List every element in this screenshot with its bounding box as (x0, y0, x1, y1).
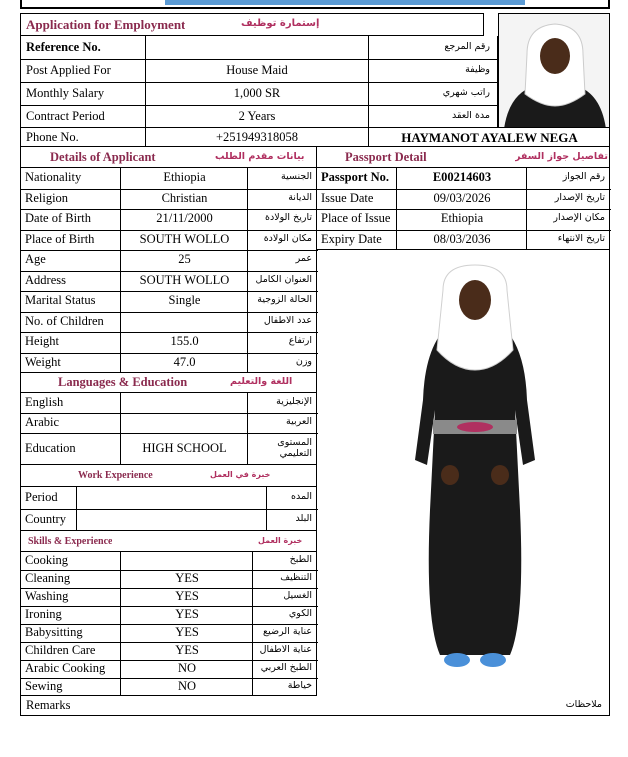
salary-value: 1,000 SR (233, 87, 281, 100)
passport-table (316, 168, 610, 250)
languages-label: Education (25, 442, 76, 455)
languages-title-arabic: اللغة والتعليم (230, 377, 293, 387)
contract-value: 2 Years (238, 110, 276, 123)
skills-value: NO (177, 662, 197, 675)
contract-label: Contract Period (26, 110, 105, 123)
passport-value: 08/03/2036 (433, 232, 491, 246)
details-label-arabic: الحالة الزوجية (257, 295, 312, 305)
salary-label-arabic: راتب شهري (442, 88, 490, 98)
skills-label: Sewing (25, 680, 63, 693)
details-label: Religion (25, 191, 69, 205)
details-value: Ethiopia (163, 171, 206, 184)
header-row (20, 13, 484, 36)
languages-label-arabic: المستوى التعليمي (277, 437, 312, 460)
contract-label-arabic: مدة العقد (452, 111, 490, 121)
details-label: Height (25, 335, 60, 348)
skills-label-arabic: الكوي (288, 609, 312, 619)
details-value: Single (168, 294, 201, 307)
details-label: No. of Children (25, 314, 104, 328)
remarks-label: Remarks (26, 699, 71, 712)
details-label-arabic: الجنسية (281, 172, 312, 182)
skills-value: YES (175, 608, 199, 621)
skills-value: YES (175, 626, 199, 639)
phone-value: +251949318058 (215, 131, 299, 144)
details-label: Nationality (25, 171, 82, 184)
passport-value: 09/03/2026 (433, 191, 491, 205)
details-value: 21/11/2000 (156, 212, 213, 225)
passport-label-arabic: مكان الإصدار (553, 213, 605, 223)
passport-title-arabic: تفاصيل جواز السفر (515, 152, 608, 162)
languages-label-arabic: الإنجليزية (276, 397, 312, 407)
details-value: 25 (178, 253, 191, 266)
passport-label: Place of Issue (321, 212, 391, 225)
languages-label-arabic: العربية (286, 417, 312, 427)
details-table (20, 168, 317, 373)
post-label: Post Applied For (26, 64, 111, 77)
details-label: Address (25, 273, 66, 287)
applicant-portrait-photo (498, 13, 610, 128)
details-label: Age (25, 253, 46, 266)
passport-title: Passport Detail (345, 151, 427, 164)
work-label-arabic: البلد (295, 514, 312, 524)
skills-label: Cleaning (25, 572, 71, 585)
work-title: Work Experience (78, 470, 153, 481)
details-value: SOUTH WOLLO (139, 232, 230, 246)
details-label: Place of Birth (25, 232, 95, 246)
work-title-row (20, 465, 317, 487)
details-label-arabic: مكان الولادة (263, 233, 312, 244)
post-value: House Maid (226, 64, 288, 77)
details-label-arabic: ارتفاع (288, 336, 312, 346)
skills-value: YES (175, 572, 199, 585)
languages-label: English (25, 396, 64, 409)
details-label-arabic: وزن (295, 356, 312, 367)
details-value: SOUTH WOLLO (139, 273, 230, 287)
passport-label: Issue Date (321, 191, 374, 205)
passport-label-arabic: تاريخ الانتهاء (557, 233, 605, 244)
skills-label: Cooking (25, 554, 69, 567)
work-label: Period (25, 491, 58, 504)
phone-label: Phone No. (26, 131, 79, 144)
skills-label-arabic: عناية الأطفال (259, 645, 312, 655)
details-label-arabic: الديانة (288, 192, 312, 203)
skills-label: Ironing (25, 608, 62, 621)
details-label: Date of Birth (25, 212, 91, 225)
passport-label-arabic: تاريخ الإصدار (554, 192, 605, 203)
languages-title: Languages & Education (58, 376, 188, 389)
form-title: Application for Employment (26, 18, 186, 32)
details-label: Weight (25, 355, 61, 369)
skills-label: Children Care (25, 644, 96, 657)
skills-value: NO (177, 680, 197, 693)
details-label-arabic: العنوان الكامل (255, 274, 312, 285)
details-title: Details of Applicant (50, 151, 156, 164)
details-label-arabic: تاريخ الولادة (265, 213, 312, 223)
skills-label-arabic: الغسيل (283, 591, 312, 601)
salary-label: Monthly Salary (26, 87, 105, 100)
applicant-name: HAYMANOT AYALEW NEGA (401, 131, 578, 145)
logo-band (0, 0, 628, 10)
work-table (20, 487, 317, 531)
work-label-arabic: المده (291, 492, 312, 502)
skills-label-arabic: خياطة (287, 681, 312, 691)
languages-table (20, 393, 317, 465)
photo-frame (316, 250, 610, 696)
skills-label-arabic: الطبخ العربي (260, 663, 312, 673)
details-title-arabic: بيانات مقدم الطلب (215, 152, 305, 162)
passport-label: Expiry Date (321, 232, 382, 246)
languages-label: Arabic (25, 416, 60, 429)
skills-value: YES (175, 590, 199, 603)
skills-label: Babysitting (25, 626, 83, 639)
passport-value: Ethiopia (440, 212, 484, 225)
reference-label: Reference No. (26, 41, 101, 54)
passport-value: E00214603 (432, 171, 492, 184)
passport-label-arabic: رقم الجواز (562, 172, 605, 182)
details-label-arabic: عمر (295, 254, 312, 264)
passport-label: Passport No. (321, 171, 390, 184)
details-label-arabic: عدد الاطفال (263, 315, 312, 326)
skills-title: Skills & Experience (28, 536, 113, 547)
details-value: 47.0 (173, 355, 196, 369)
details-value: Christian (161, 191, 208, 205)
skills-label-arabic: التنظيف (280, 573, 312, 583)
skills-label-arabic: الطبخ (289, 555, 312, 565)
remarks-label-arabic: ملاحظات (565, 700, 602, 710)
details-value: 155.0 (170, 335, 199, 348)
reference-label-arabic: رقم المرجع (444, 42, 490, 52)
skills-value: YES (175, 644, 199, 657)
work-title-arabic: خبرة في العمل (210, 471, 271, 479)
form-title-arabic: إستمارة توظيف (241, 18, 320, 29)
work-label: Country (25, 513, 66, 526)
post-label-arabic: وظيفة (465, 65, 490, 75)
skills-label: Arabic Cooking (25, 662, 106, 675)
languages-value: HIGH SCHOOL (142, 442, 227, 455)
details-label: Marital Status (25, 294, 96, 307)
skills-title-arabic: خبرة العمل (258, 537, 303, 545)
skills-table (20, 552, 317, 696)
skills-label-arabic: عناية الرضيع (263, 627, 312, 637)
skills-label: Washing (25, 590, 69, 603)
